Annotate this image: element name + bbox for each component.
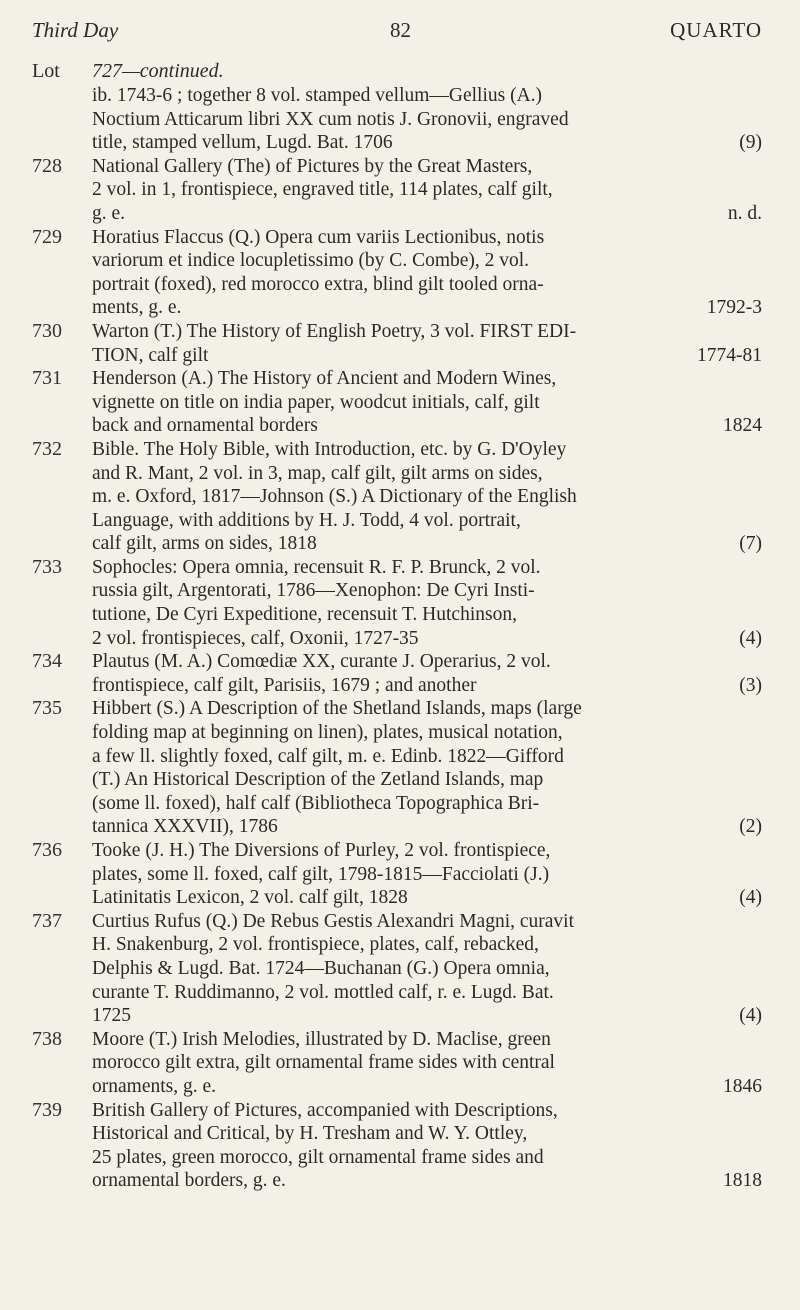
entry-line [92, 674, 762, 698]
entry-line-meta [754, 1146, 762, 1170]
entry-line-meta [754, 485, 762, 509]
lot-description [92, 226, 762, 320]
entry-line-meta [754, 249, 762, 273]
entry-line-meta: (4) [739, 887, 762, 909]
entry-line-meta: 1818 [723, 1170, 762, 1192]
lot-label: Lot [32, 60, 60, 82]
entry-line [92, 697, 762, 721]
entry-line-text: ornaments, g. e. [92, 1075, 217, 1097]
entry-line [92, 1028, 762, 1052]
entry-line [92, 1075, 762, 1099]
entry-line [92, 1051, 762, 1075]
lot-number: 736 [32, 839, 62, 861]
entry-line-text: TION, calf gilt [92, 344, 209, 366]
entry-line-text: Curtius Rufus (Q.) De Rebus Gestis Alexandri Magni, curavit [92, 910, 575, 932]
entry-line-text: ib. 1743-6 ; together 8 vol. stamped vellum—Gellius (A.) [92, 85, 543, 106]
entry-line-text: m. e. Oxford, 1817—Johnson (S.) A Dictionary of the English [92, 486, 577, 508]
entry-line-text: 1725 [92, 1005, 131, 1027]
entry-line [92, 1122, 762, 1146]
entry-line-text: Delphis & Lugd. Bat. 1724—Buchanan (G.) Opera omnia, [92, 957, 550, 979]
lot-number: 737 [32, 909, 62, 932]
entry-line-text: British Gallery of Pictures, accompanied with Descriptions, [92, 1099, 558, 1121]
entry-line [92, 296, 762, 320]
lot-description [92, 320, 762, 367]
entry-line [92, 1099, 762, 1123]
entry-line-meta [754, 178, 762, 202]
entry-line-meta [754, 745, 762, 769]
entry-line [92, 131, 762, 155]
entry-line-meta: (7) [739, 533, 762, 555]
entry-line-meta [754, 320, 762, 344]
format-heading: QUARTO [670, 18, 762, 42]
entry-line [92, 344, 762, 368]
entry-line-text: Historical and Critical, by H. Tresham and W. Y. Ottley, [92, 1123, 528, 1145]
entry-line [92, 815, 762, 839]
lot-number: 739 [32, 1098, 62, 1121]
entry-line-text: variorum et indice locupletissimo (by C. Combe), 2 vol. [92, 250, 530, 272]
entry-line-meta [754, 579, 762, 603]
lot-entry [32, 155, 762, 226]
entry-line-text: (T.) An Historical Description of the Zetland Islands, map [92, 769, 544, 791]
entry-line-text: back and ornamental borders [92, 415, 318, 437]
entry-line-meta [754, 391, 762, 415]
entry-line-meta [754, 155, 762, 179]
entry-line-text: 25 plates, green morocco, gilt ornamental frame sides and [92, 1146, 544, 1168]
entry-line-text: plates, some ll. foxed, calf gilt, 1798-1815—Facciolati (J.) [92, 863, 550, 885]
entry-line-meta [754, 1099, 762, 1123]
lot-entry [32, 367, 762, 438]
entry-line [92, 462, 762, 486]
entry-line-text: a few ll. slightly foxed, calf gilt, m. e. Edinb. 1822—Gifford [92, 745, 564, 767]
entry-line-meta: (4) [739, 627, 762, 649]
lot-entry [32, 556, 762, 650]
entry-line-meta [754, 84, 762, 108]
entry-line-text: vignette on title on india paper, woodcut initials, calf, gilt [92, 391, 540, 413]
entry-line [92, 863, 762, 887]
lot-number: 728 [32, 154, 62, 177]
entry-line [92, 627, 762, 651]
entry-line [92, 579, 762, 603]
lot-description [92, 1028, 762, 1099]
continuation-text [32, 84, 762, 155]
catalogue-page [32, 58, 762, 1193]
lot-heading [32, 58, 762, 84]
entry-line-meta [754, 226, 762, 250]
entry-line [92, 178, 762, 202]
entry-line-meta [754, 1122, 762, 1146]
entry-line-text: ornamental borders, g. e. [92, 1170, 286, 1192]
entry-line-text: Warton (T.) The History of English Poetry, 3 vol. FIRST EDI- [92, 320, 577, 342]
entry-line-meta [754, 792, 762, 816]
entry-line-text: g. e. [92, 202, 126, 224]
entry-line-text: (some ll. foxed), half calf (Bibliotheca Topographica Bri- [92, 792, 540, 814]
entry-line-meta: 1774-81 [697, 344, 762, 366]
entry-line-text: Moore (T.) Irish Melodies, illustrated by D. Maclise, green [92, 1028, 551, 1050]
entry-line-meta [754, 462, 762, 486]
entry-line [92, 650, 762, 674]
lot-title: 727—continued. [92, 60, 224, 82]
entry-line-text: 2 vol. in 1, frontispiece, engraved title, 114 plates, calf gilt, [92, 179, 553, 201]
entry-line [92, 603, 762, 627]
lot-entry [32, 320, 762, 367]
lot-description [92, 155, 762, 226]
entry-line [92, 273, 762, 297]
entry-line-text: Henderson (A.) The History of Ancient and Modern Wines, [92, 368, 557, 390]
entry-line-meta [754, 697, 762, 721]
entry-line-text: Latinitatis Lexicon, 2 vol. calf gilt, 1828 [92, 887, 408, 909]
lot-description [92, 367, 762, 438]
lot-entry [32, 650, 762, 697]
entry-line-meta: n. d. [727, 202, 762, 224]
entry-line-text: Tooke (J. H.) The Diversions of Purley, 2 vol. frontispiece, [92, 840, 551, 861]
entry-line-meta [754, 933, 762, 957]
entry-line-meta [754, 957, 762, 981]
entry-line [92, 933, 762, 957]
entry-line-text: Language, with additions by H. J. Todd, 4 vol. portrait, [92, 509, 521, 531]
entry-line-meta [754, 981, 762, 1005]
entry-line-meta [754, 273, 762, 297]
lot-number: 731 [32, 367, 62, 390]
entry-line-text: H. Snakenburg, 2 vol. frontispiece, plates, calf, rebacked, [92, 934, 539, 956]
entry-line [92, 84, 762, 108]
entry-line [92, 1169, 762, 1193]
entry-line [92, 485, 762, 509]
entry-line-text: curante T. Ruddimanno, 2 vol. mottled calf, r. e. Lugd. Bat. [92, 981, 554, 1003]
entry-line [92, 721, 762, 745]
lot-description [92, 556, 762, 650]
entry-line-meta [754, 603, 762, 627]
entry-line-meta: (3) [739, 674, 762, 696]
entry-line-text: 2 vol. frontispieces, calf, Oxonii, 1727-35 [92, 627, 419, 649]
entry-line-text: ments, g. e. [92, 297, 182, 319]
entry-line [92, 1004, 762, 1028]
entry-line-meta [754, 367, 762, 391]
lot-list [32, 155, 762, 1193]
entry-line-meta [754, 509, 762, 533]
entry-line [92, 226, 762, 250]
entry-line-meta [754, 768, 762, 792]
lot-entry [32, 839, 762, 910]
entry-line-text: Sophocles: Opera omnia, recensuit R. F. P. Brunck, 2 vol. [92, 556, 541, 578]
lot-description [92, 650, 762, 697]
entry-line-text: russia gilt, Argentorati, 1786—Xenophon: De Cyri Insti- [92, 580, 535, 602]
entry-line [92, 886, 762, 910]
entry-line-meta [754, 863, 762, 887]
entry-line-text: morocco gilt extra, gilt ornamental frame sides with central [92, 1052, 555, 1074]
entry-line [92, 556, 762, 580]
entry-line-text: Plautus (M. A.) Comœdiæ XX, curante J. Operarius, 2 vol. [92, 651, 551, 673]
entry-line [92, 1146, 762, 1170]
lot-number: 729 [32, 225, 62, 248]
lot-number: 730 [32, 319, 62, 342]
entry-line [92, 320, 762, 344]
lot-description [92, 1099, 762, 1193]
page-number: 82 [390, 18, 411, 42]
lot-description [92, 697, 762, 839]
lot-description [92, 438, 762, 556]
lot-entry [32, 1028, 762, 1099]
entry-line-meta: (9) [739, 132, 762, 154]
entry-line-text: and R. Mant, 2 vol. in 3, map, calf gilt, gilt arms on sides, [92, 462, 543, 484]
entry-line [92, 839, 762, 863]
lot-number: 735 [32, 697, 62, 720]
lot-number: 734 [32, 650, 62, 673]
entry-line-text: National Gallery (The) of Pictures by the Great Masters, [92, 155, 533, 177]
entry-line-text: tutione, De Cyri Expeditione, recensuit T. Hutchinson, [92, 604, 517, 626]
entry-line-text: frontispiece, calf gilt, Parisiis, 1679 ; and another [92, 674, 477, 696]
entry-line-meta [754, 438, 762, 462]
entry-line-meta [754, 910, 762, 934]
lot-number: 732 [32, 437, 62, 460]
lot-description [92, 910, 762, 1028]
entry-line-meta: 1824 [723, 415, 762, 437]
entry-line [92, 981, 762, 1005]
entry-line-text: Hibbert (S.) A Description of the Shetland Islands, maps (large [92, 698, 582, 720]
entry-line-meta [754, 108, 762, 132]
entry-line [92, 910, 762, 934]
entry-line [92, 768, 762, 792]
lot-entry [32, 697, 762, 839]
entry-line-meta [754, 839, 762, 863]
entry-line [92, 108, 762, 132]
entry-line-text: Noctium Atticarum libri XX cum notis J. Gronovii, engraved [92, 108, 569, 130]
entry-line-text: Horatius Flaccus (Q.) Opera cum variis Lectionibus, notis [92, 226, 545, 248]
entry-line-text: folding map at beginning on linen), plates, musical notation, [92, 722, 563, 744]
entry-line-text: portrait (foxed), red morocco extra, blind gilt tooled orna- [92, 273, 544, 295]
entry-line-text: title, stamped vellum, Lugd. Bat. 1706 [92, 132, 393, 154]
entry-line-meta [754, 1028, 762, 1052]
lot-number: 738 [32, 1027, 62, 1050]
entry-line [92, 249, 762, 273]
entry-line [92, 155, 762, 179]
entry-line-meta: (4) [739, 1005, 762, 1027]
entry-line-meta [754, 650, 762, 674]
entry-line-meta: 1846 [723, 1075, 762, 1097]
entry-line-text: tannica XXXVII), 1786 [92, 816, 278, 838]
entry-line [92, 414, 762, 438]
entry-line-meta [754, 1051, 762, 1075]
entry-line [92, 438, 762, 462]
entry-line-meta: (2) [739, 816, 762, 838]
lot-entry [32, 226, 762, 320]
entry-line [92, 367, 762, 391]
entry-line-meta [754, 556, 762, 580]
lot-entry [32, 1099, 762, 1193]
entry-line-text: Bible. The Holy Bible, with Introduction, etc. by G. D'Oyley [92, 438, 567, 460]
lot-number: 733 [32, 555, 62, 578]
lot-entry [32, 910, 762, 1028]
day-heading: Third Day [32, 18, 119, 42]
entry-line [92, 792, 762, 816]
entry-line [92, 202, 762, 226]
lot-entry [32, 438, 762, 556]
entry-line [92, 391, 762, 415]
page-header [32, 18, 762, 48]
entry-line [92, 957, 762, 981]
entry-line-meta [754, 721, 762, 745]
entry-line [92, 509, 762, 533]
entry-line-text: calf gilt, arms on sides, 1818 [92, 533, 317, 555]
lot-description [92, 839, 762, 910]
entry-line [92, 745, 762, 769]
entry-line [92, 532, 762, 556]
entry-line-meta: 1792-3 [706, 297, 762, 319]
